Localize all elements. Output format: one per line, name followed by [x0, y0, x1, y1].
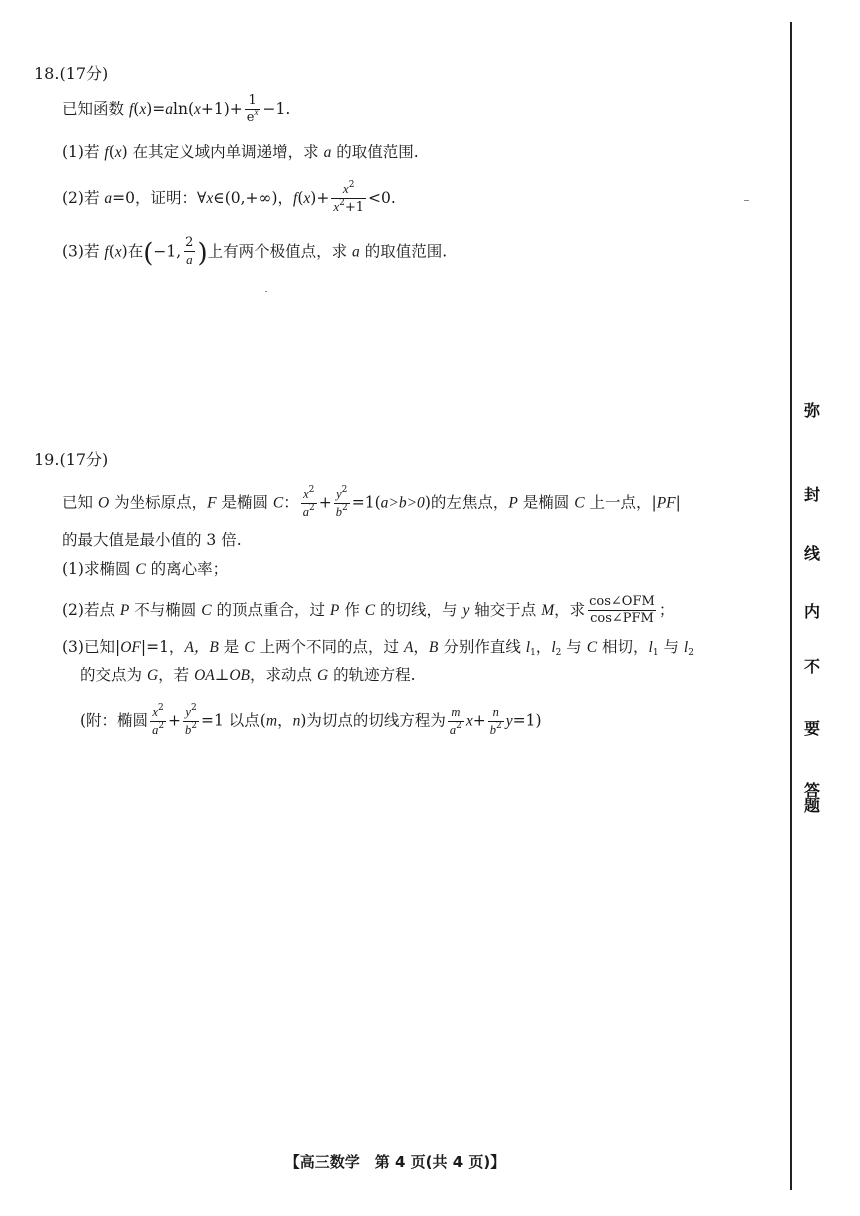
q18-heading: 18.(17分)	[34, 64, 109, 83]
q19-note: (附：椭圆 $\frac{x^2}{a^2}$ + $\frac{y^2}{b^2}$ =1 以点(m，n)为切点的切线方程为 $\frac{m}{a^2}$ x+ $\frac{n}{b^2}$ y=1)	[80, 703, 542, 737]
q19-stem-line1: 已知 O 为坐标原点，F 是椭圆 C： $\frac{x^2}{a^2}$ + $\frac{y^2}{b^2}$ =1(a>b>0)的左焦点，P 是椭圆 C 上一点，|PF|	[62, 485, 681, 519]
q18-part1: (1)若 f(x) 在其定义域内单调递增，求 a 的取值范围.	[62, 143, 419, 161]
q18-stem: 已知函数 f(x)=aln(x+1)+ $\frac{1}{e^x}$ −1.	[62, 93, 291, 126]
side-char-7: 答	[803, 781, 820, 800]
q19-part1: (1)求椭圆 C 的离心率；	[62, 560, 229, 578]
side-char-1: 弥	[803, 401, 820, 420]
q19-part3-line2: 的交点为 G，若 OA⊥OB，求动点 G 的轨迹方程.	[80, 666, 416, 684]
side-char-6: 要	[803, 719, 820, 738]
q19-heading: 19.(17分)	[34, 450, 109, 469]
binding-line	[790, 22, 792, 1190]
scan-speck	[744, 200, 749, 201]
side-char-8: 题	[803, 796, 820, 815]
side-char-5: 不	[803, 657, 820, 676]
side-char-4: 内	[803, 602, 820, 621]
side-char-2: 封	[803, 485, 820, 504]
page-footer: 【高三数学 第 4 页(共 4 页)】	[284, 1153, 506, 1171]
q18-part3: (3)若 f(x)在(−1, $\frac{2}{a}$ )上有两个极值点，求 a 的取值范围.	[62, 235, 448, 269]
q19-part3-line1: (3)已知|OF|=1，A，B 是 C 上两个不同的点，过 A，B 分别作直线 $l_1$，$l_2$ 与 C 相切，$l_1$ 与 $l_2$	[62, 638, 694, 658]
q18-part2: (2)若 a=0，证明：∀x∈(0,+∞)，f(x)+ $\frac{x^2}{x^2+1}$ <0.	[62, 180, 396, 216]
scan-speck	[265, 291, 267, 292]
side-char-3: 线	[803, 544, 820, 563]
q19-part2: (2)若点 P 不与椭圆 C 的顶点重合，过 P 作 C 的切线，与 y 轴交于点 M，求 $\frac{\text{cos∠OFM}}{\text{cos∠PFM}}$ ；	[62, 594, 675, 627]
q19-stem-line2: 的最大值是最小值的 3 倍.	[62, 531, 242, 549]
